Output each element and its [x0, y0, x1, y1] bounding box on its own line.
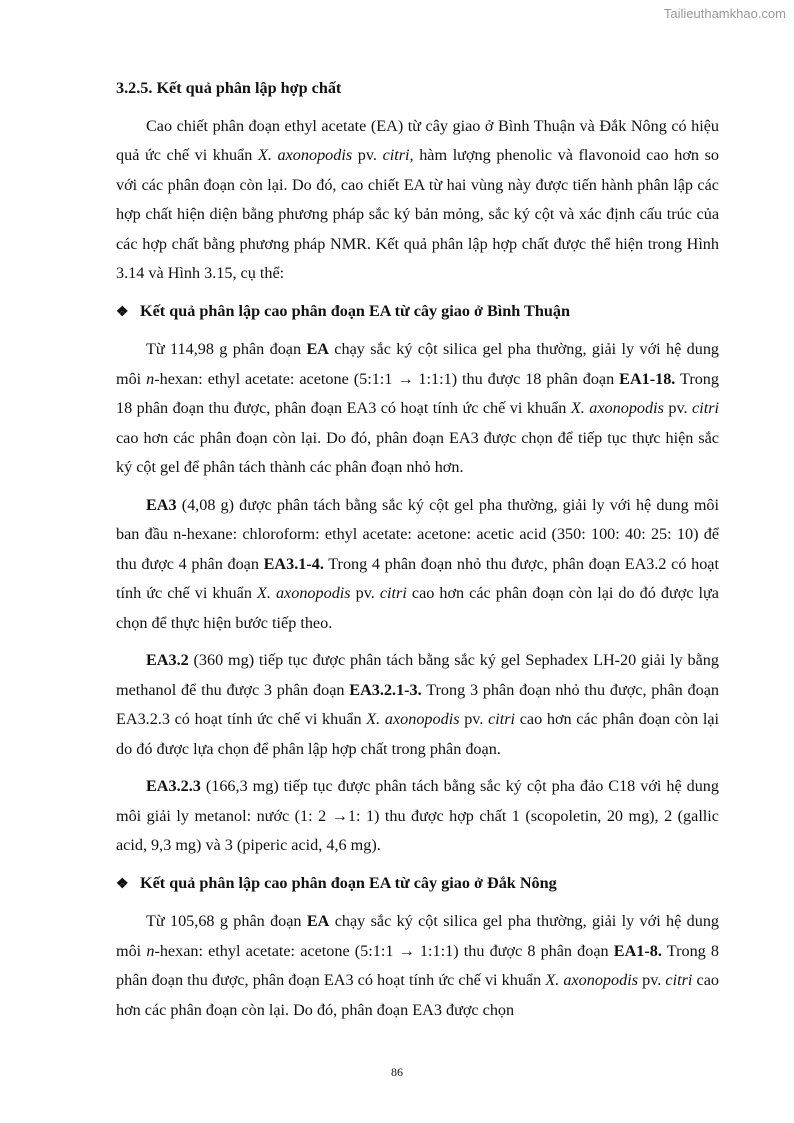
paragraph-bt-4: EA3.2.3 (166,3 mg) tiếp tục được phân tách bằng sắc ký cột pha đảo C18 với hệ dung môi giải ly metanol: nước (1: 2 →1: 1) thu được hợp chất 1 (scopoletin, 20 mg), 2 (gallic acid, 9,3 mg) và 3 (piperic acid, 4,6 mg). [116, 777, 719, 854]
section-heading: 3.2.5. Kết quả phân lập hợp chất [116, 79, 342, 97]
subsection-binh-thuan-title: ❖ Kết quả phân lập cao phân đoạn EA từ cây giao ở Bình Thuận [116, 297, 719, 328]
paragraph-bt-2: EA3 (4,08 g) được phân tách bằng sắc ký cột gel pha thường, giải ly với hệ dung môi ban đầu n-hexane: chloroform: ethyl acetate: acetone: acetic acid (350: 100: 40: 25: 10) để thu được 4 phân đoạn EA3.1-4. Trong 4 phân đoạn nhỏ thu được, phân đoạn EA3.2 có hoạt tính ức chế vi khuẩn X. axonopodis pv. citri cao hơn các phân đoạn còn lại do đó được lựa chọn để thực hiện bước tiếp theo. [116, 495, 719, 632]
page-number: 86 [391, 1065, 403, 1079]
paragraph-bt-1: Từ 114,98 g phân đoạn EA chạy sắc ký cột silica gel pha thường, giải ly với hệ dung môi n-hexan: ethyl acetate: acetone (5:1:1 → 1:1:1) thu được 18 phân đoạn EA1-18. Trong 18 phân đoạn thu được, phân đoạn EA3 có hoạt tính ức chế vi khuẩn X. axonopodis pv. citri cao hơn các phân đoạn còn lại. Do đó, phân đoạn EA3 được chọn để tiếp tục thực hiện sắc ký cột gel để phân tách thành các phân đoạn nhỏ hơn. [116, 340, 720, 476]
bullet-diamond-icon: ❖ [116, 876, 129, 892]
watermark: Tailieuthamkhao.com [663, 6, 786, 21]
bullet-diamond-icon: ❖ [116, 304, 129, 320]
paragraph-dn-1: Từ 105,68 g phân đoạn EA chạy sắc ký cột silica gel pha thường, giải ly với hệ dung môi n-hexan: ethyl acetate: acetone (5:1:1 → 1:1:1) thu được 8 phân đoạn EA1-8. Trong 8 phân đoạn thu được, phân đoạn EA3 có hoạt tính ức chế vi khuẩn X. axonopodis pv. citri cao hơn các phân đoạn còn lại. Do đó, phân đoạn EA3 được chọn [116, 912, 720, 1019]
subsection-dak-nong-title: ❖ Kết quả phân lập cao phân đoạn EA từ cây giao ở Đắk Nông [116, 869, 719, 900]
intro-paragraph: Cao chiết phân đoạn ethyl acetate (EA) từ cây giao ở Bình Thuận và Đắk Nông có hiệu quả ức chế vi khuẩn X. axonopodis pv. citri, hàm lượng phenolic và flavonoid cao hơn so với các phân đoạn còn lại. Do đó, cao chiết EA từ hai vùng này được tiến hành phân lập các hợp chất hiện diện bằng phương pháp sắc ký bản mỏng, sắc ký cột và xác định cấu trúc của các hợp chất bằng phương pháp NMR. Kết quả phân lập hợp chất được thể hiện trong Hình 3.14 và Hình 3.15, cụ thể: [116, 116, 720, 282]
page-body [116, 74, 719, 1033]
paragraph-bt-3: EA3.2 (360 mg) tiếp tục được phân tách bằng sắc ký gel Sephadex LH-20 giải ly bằng methanol để thu được 3 phân đoạn EA3.2.1-3. Trong 3 phân đoạn nhỏ thu được, phân đoạn EA3.2.3 có hoạt tính ức chế vi khuẩn X. axonopodis pv. citri cao hơn các phân đoạn còn lại do đó được lựa chọn để phân lập hợp chất trong phân đoạn. [116, 651, 720, 758]
